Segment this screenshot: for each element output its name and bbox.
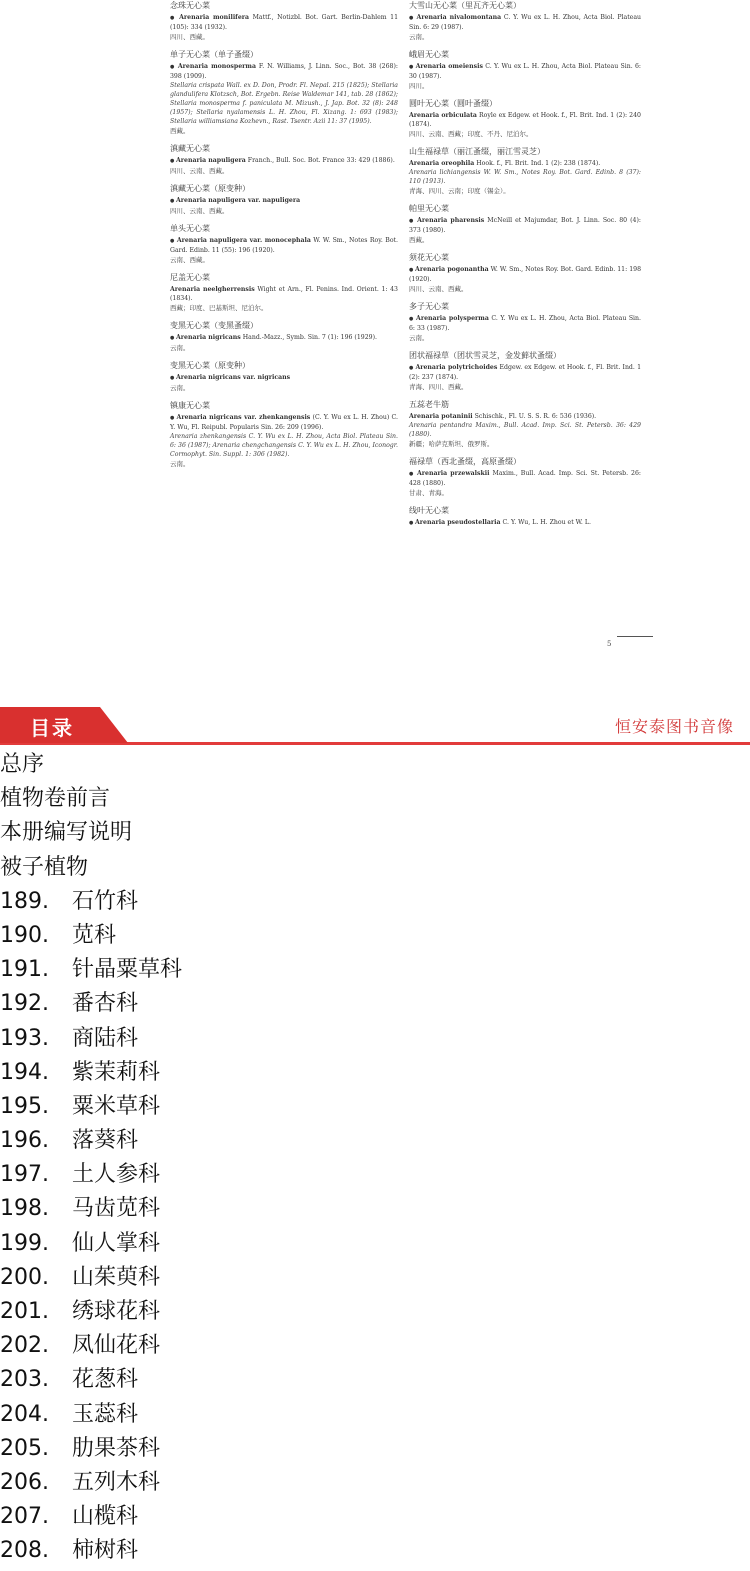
species-distribution: 青海、四川、云南；印度（锡金）。 bbox=[409, 187, 510, 195]
species-citation: Schischk., Fl. U. S. S. R. 6: 536 (1936). bbox=[472, 413, 597, 420]
species-latin-name: Arenaria nigricans bbox=[175, 334, 241, 341]
species-distribution: 云南。 bbox=[409, 334, 429, 342]
species-chinese-name: 滇藏无心菜（原变种） bbox=[170, 184, 250, 193]
toc-item-number: 204 bbox=[0, 1401, 42, 1427]
species-chinese-name: 线叶无心菜 bbox=[409, 506, 449, 515]
toc-item[interactable] bbox=[0, 1365, 182, 1399]
toc-item-number: 193 bbox=[0, 1025, 42, 1051]
species-entry bbox=[170, 360, 398, 393]
species-citation: Maxim., Bull. Acad. Imp. Sci. St. Petersb. 26: 428 (1880). bbox=[409, 470, 641, 487]
endemic-bullet-icon: ● bbox=[409, 64, 416, 70]
left-column bbox=[170, 0, 398, 476]
species-chinese-name: 镇康无心菜 bbox=[170, 401, 210, 410]
toc-item-dot: . bbox=[42, 1367, 49, 1393]
endemic-bullet-icon: ● bbox=[409, 218, 418, 224]
species-entry bbox=[170, 183, 398, 216]
toc-item-label: 粟米草科 bbox=[72, 1093, 161, 1119]
toc-item[interactable] bbox=[0, 1058, 182, 1092]
species-distribution: 云南。 bbox=[170, 344, 190, 352]
species-chinese-name: 五蕊老牛筋 bbox=[409, 400, 449, 409]
toc-item-number: 197 bbox=[0, 1162, 42, 1188]
toc-item-label: 被子植物 bbox=[0, 854, 89, 880]
toc-item[interactable] bbox=[0, 1297, 182, 1331]
species-entry bbox=[409, 203, 641, 245]
toc-item-number: 199 bbox=[0, 1230, 42, 1256]
toc-item-number: 195 bbox=[0, 1093, 42, 1119]
species-entry bbox=[170, 320, 398, 353]
species-reference bbox=[409, 412, 641, 421]
endemic-bullet-icon: ● bbox=[409, 267, 416, 273]
species-reference bbox=[170, 373, 398, 383]
species-latin-name: Arenaria neelgherrensis bbox=[170, 286, 255, 293]
species-entry bbox=[409, 350, 641, 392]
toc-item[interactable] bbox=[0, 887, 182, 921]
brand-text: 恒安泰图书音像 bbox=[614, 717, 734, 736]
species-distribution: 西藏。 bbox=[170, 127, 190, 135]
species-reference bbox=[409, 111, 641, 129]
endemic-bullet-icon: ● bbox=[409, 471, 417, 477]
toc-item-dot: . bbox=[42, 1230, 49, 1256]
toc-item-dot: . bbox=[42, 1469, 49, 1495]
species-reference bbox=[409, 13, 641, 32]
species-reference bbox=[409, 469, 641, 488]
species-reference bbox=[170, 236, 398, 255]
toc-item-label: 柿树科 bbox=[72, 1538, 139, 1564]
species-latin-name: Arenaria monilifera bbox=[179, 14, 250, 21]
page-number: 5 bbox=[607, 640, 612, 648]
species-citation: C. Y. Wu ex L. H. Zhou, Acta Biol. Plateau Sin. 6: 30 (1987). bbox=[409, 63, 641, 80]
toc-item-label: 总序 bbox=[0, 752, 45, 777]
toc-item-label: 商陆科 bbox=[72, 1025, 139, 1051]
species-latin-name: Arenaria omeiensis bbox=[415, 63, 483, 70]
species-latin-name: Arenaria oreophila bbox=[409, 160, 475, 167]
species-distribution: 四川、云南、西藏。 bbox=[170, 167, 229, 175]
toc-item-dot: . bbox=[42, 1162, 49, 1188]
species-latin-name: Arenaria potaninii bbox=[409, 413, 473, 420]
species-reference bbox=[170, 285, 398, 303]
species-entry bbox=[409, 456, 641, 498]
species-synonyms: Arenaria lichiangensis W. W. Sm., Notes Roy. Bot. Gard. Edinb. 8 (37): 110 (1913). bbox=[409, 169, 641, 185]
species-synonyms: Stellaria crispata Wall. ex D. Don, Prodr. Fl. Nepal. 215 (1825); Stellaria glandulifera Klotzsch, Bot. Ergebn. Reise Waldemar 141, tab. 28 (1862); Stellaria monosperma f. paniculata M. Mizush., J. Jap. Bot. 32 (8): 248 (1957); Stellaria nyalamensis L. H. Zhou, Fl. Xizang. 1: 693 (1983); Stellaria williamsiana Kozhevn., Rast. Tsentr. Azii 11: 37 (1995). bbox=[170, 82, 398, 125]
species-distribution: 云南。 bbox=[409, 33, 429, 41]
species-latin-name: Arenaria napuligera bbox=[175, 157, 246, 164]
toc-item-label: 凤仙花科 bbox=[72, 1333, 161, 1359]
toc-item-number: 201 bbox=[0, 1299, 42, 1324]
toc-item-label: 山茱萸科 bbox=[72, 1264, 161, 1290]
species-entry bbox=[409, 49, 641, 91]
toc-title: 目录 bbox=[30, 716, 74, 740]
toc-item[interactable] bbox=[0, 1331, 182, 1365]
toc-item-dot: . bbox=[42, 1333, 49, 1359]
species-distribution: 四川、云南、西藏。 bbox=[409, 285, 468, 293]
toc-item[interactable] bbox=[0, 1160, 182, 1194]
endemic-bullet-icon: ● bbox=[170, 64, 178, 70]
species-latin-name: Arenaria przewalskii bbox=[417, 470, 490, 477]
toc-item-label: 绣球花科 bbox=[72, 1299, 161, 1324]
species-reference bbox=[409, 216, 641, 235]
toc-item-label: 玉蕊科 bbox=[72, 1401, 139, 1427]
toc-item[interactable] bbox=[0, 1536, 182, 1570]
toc-item[interactable] bbox=[0, 1400, 182, 1434]
toc-item[interactable] bbox=[0, 1092, 182, 1126]
toc-item-dot: . bbox=[42, 1025, 49, 1051]
species-distribution: 四川、云南、西藏。 bbox=[170, 207, 229, 215]
species-reference bbox=[170, 413, 398, 432]
toc-item[interactable] bbox=[0, 1229, 182, 1263]
toc-item-dot: . bbox=[42, 888, 49, 914]
toc-item-label: 本册编写说明 bbox=[0, 820, 133, 846]
toc-item[interactable] bbox=[0, 784, 182, 818]
endemic-bullet-icon: ● bbox=[409, 15, 417, 21]
endemic-bullet-icon: ● bbox=[170, 238, 177, 244]
toc-item[interactable] bbox=[0, 1434, 182, 1468]
toc-item-label: 肋果茶科 bbox=[72, 1435, 161, 1461]
species-chinese-name: 须花无心菜 bbox=[409, 253, 449, 262]
right-column bbox=[409, 0, 641, 535]
scanned-book-page bbox=[0, 0, 750, 665]
toc-item-dot: . bbox=[42, 1504, 49, 1530]
toc-item-dot: . bbox=[42, 1264, 49, 1290]
toc-item[interactable] bbox=[0, 1468, 182, 1502]
species-chinese-name: 尼盖无心菜 bbox=[170, 273, 210, 282]
species-reference bbox=[409, 314, 641, 333]
species-citation: Hook. f., Fl. Brit. Ind. 1 (2): 238 (1874). bbox=[474, 160, 601, 167]
species-chinese-name: 福禄草（西北蚤缀，高原蚤缀） bbox=[409, 457, 521, 466]
species-citation: Mattf., Notizbl. Bot. Gart. Berlin-Dahlem 11 (105): 334 (1932). bbox=[170, 14, 399, 31]
species-citation: McNeill et Majumdar, Bot. J. Linn. Soc. 80 (4): 373 (1980). bbox=[409, 217, 641, 234]
toc-item-label: 花葱科 bbox=[72, 1367, 139, 1393]
toc-item[interactable] bbox=[0, 818, 182, 852]
species-distribution: 四川。 bbox=[409, 82, 429, 90]
species-reference bbox=[170, 62, 398, 81]
species-synonyms: Arenaria zhenkangensis C. Y. Wu ex L. H. Zhou, Acta Biol. Plateau Sin. 6: 36 (1987); Arenaria chengchangensis C. Y. Wu ex L. H. Zhou, Iconogr. Cormophyt. Sin. Suppl. 1: 306 (1982). bbox=[170, 433, 398, 458]
species-citation: F. N. Williams, J. Linn. Soc., Bot. 38 (268): 398 (1909). bbox=[170, 63, 398, 80]
species-chinese-name: 念珠无心菜 bbox=[170, 1, 210, 10]
species-distribution: 云南。 bbox=[170, 460, 190, 468]
toc-item-number: 194 bbox=[0, 1059, 42, 1085]
species-citation: Royle ex Edgew. et Hook. f., Fl. Brit. Ind. 1 (2): 240 (1874). bbox=[409, 112, 641, 128]
toc-list bbox=[0, 750, 182, 1571]
toc-item-dot: . bbox=[42, 922, 49, 948]
species-chinese-name: 大雪山无心菜（里瓦齐无心菜） bbox=[409, 1, 521, 10]
species-chinese-name: 单头无心菜 bbox=[170, 224, 210, 233]
species-entry bbox=[409, 98, 641, 139]
toc-item[interactable] bbox=[0, 853, 182, 887]
species-chinese-name: 峨眉无心菜 bbox=[409, 50, 449, 59]
species-latin-name: Arenaria nigricans var. zhenkangensis bbox=[176, 414, 311, 421]
species-reference bbox=[170, 333, 398, 343]
species-entry bbox=[170, 272, 398, 313]
species-citation: Wight et Arn., Fl. Penins. Ind. Orient. 1: 43 (1834). bbox=[170, 286, 398, 302]
species-citation: C. Y. Wu ex L. H. Zhou, Acta Biol. Plateau Sin. 6: 29 (1987). bbox=[409, 14, 642, 31]
species-latin-name: Arenaria napuligera var. monocephala bbox=[176, 237, 311, 244]
toc-item[interactable] bbox=[0, 955, 182, 989]
species-reference bbox=[409, 363, 641, 382]
toc-item[interactable] bbox=[0, 1502, 182, 1536]
species-chinese-name: 多子无心菜 bbox=[409, 302, 449, 311]
toc-item-number: 200 bbox=[0, 1264, 42, 1290]
toc-item-number: 198 bbox=[0, 1196, 42, 1222]
species-distribution: 云南、西藏。 bbox=[170, 256, 209, 264]
toc-item-dot: . bbox=[42, 1435, 49, 1461]
toc-item-number: 203 bbox=[0, 1367, 42, 1393]
species-citation: C. Y. Wu ex L. H. Zhou, Acta Biol. Plateau Sin. 6: 33 (1987). bbox=[409, 315, 641, 332]
species-entry bbox=[170, 49, 398, 136]
species-distribution: 西藏。 bbox=[409, 236, 429, 244]
toc-item[interactable] bbox=[0, 750, 182, 784]
species-distribution: 西藏；印度、巴基斯坦、尼泊尔。 bbox=[170, 304, 268, 312]
toc-item[interactable] bbox=[0, 1263, 182, 1297]
species-reference bbox=[170, 156, 398, 166]
toc-item-label: 山榄科 bbox=[72, 1504, 139, 1530]
endemic-bullet-icon: ● bbox=[170, 198, 176, 204]
species-citation: Franch., Bull. Soc. Bot. France 33: 429 (1886). bbox=[245, 157, 395, 164]
toc-item-number: 206 bbox=[0, 1469, 42, 1495]
species-chinese-name: 变黑无心菜（原变种） bbox=[170, 361, 250, 370]
toc-item-number: 190 bbox=[0, 922, 42, 948]
species-latin-name: Arenaria pogonantha bbox=[415, 266, 489, 273]
toc-item-number: 192 bbox=[0, 991, 42, 1017]
species-synonyms: Arenaria pentandra Maxim., Bull. Acad. Imp. Sci. St. Petersb. 36: 429 (1880). bbox=[409, 422, 641, 438]
species-latin-name: Arenaria polysperma bbox=[416, 315, 489, 322]
species-distribution: 四川、云南、西藏；印度、不丹、尼泊尔。 bbox=[409, 130, 533, 138]
toc-item-number: 189 bbox=[0, 888, 42, 914]
species-chinese-name: 圆叶无心菜（圆叶蚤缀） bbox=[409, 99, 497, 108]
endemic-bullet-icon: ● bbox=[170, 158, 176, 164]
toc-item-dot: . bbox=[42, 1128, 49, 1154]
species-chinese-name: 山生福禄草（丽江蚤缀，丽江雪灵芝） bbox=[409, 147, 545, 156]
page-number-rule bbox=[617, 636, 653, 637]
species-latin-name: Arenaria napuligera var. napuligera bbox=[175, 197, 301, 204]
toc-item[interactable] bbox=[0, 1024, 182, 1058]
toc-item-dot: . bbox=[42, 1538, 49, 1564]
endemic-bullet-icon: ● bbox=[170, 15, 180, 21]
species-citation: W. W. Sm., Notes Roy. Bot. Gard. Edinb. 11: 198 (1920). bbox=[409, 266, 642, 283]
species-reference bbox=[170, 13, 398, 32]
species-distribution: 青海、四川、西藏。 bbox=[409, 383, 468, 391]
toc-item-number: 191 bbox=[0, 957, 42, 983]
toc-item[interactable] bbox=[0, 1126, 182, 1160]
toc-item-number: 202 bbox=[0, 1333, 42, 1359]
toc-item-label: 苋科 bbox=[72, 922, 117, 948]
toc-item-label: 马齿苋科 bbox=[72, 1196, 161, 1222]
species-entry bbox=[409, 0, 641, 42]
species-entry bbox=[409, 399, 641, 449]
endemic-bullet-icon: ● bbox=[170, 375, 176, 381]
species-entry bbox=[409, 505, 641, 528]
species-citation: Hand.-Mazz., Symb. Sin. 7 (1): 196 (1929). bbox=[240, 334, 377, 341]
endemic-bullet-icon: ● bbox=[409, 316, 417, 322]
species-chinese-name: 单子无心菜（单子蚤缀） bbox=[170, 50, 258, 59]
toc-item-number: 208 bbox=[0, 1538, 42, 1564]
species-chinese-name: 变黑无心菜（变黑蚤缀） bbox=[170, 321, 258, 330]
species-latin-name: Arenaria nivalomontana bbox=[416, 14, 502, 21]
toc-item-label: 番杏科 bbox=[72, 991, 139, 1017]
species-chinese-name: 团状福禄草（团状雪灵芝，金发藓状蚤缀） bbox=[409, 351, 561, 360]
toc-item[interactable] bbox=[0, 1194, 182, 1228]
toc-item-label: 落葵科 bbox=[72, 1128, 139, 1154]
species-entry bbox=[409, 146, 641, 196]
species-reference bbox=[409, 518, 641, 528]
toc-item-dot: . bbox=[42, 957, 49, 983]
species-reference bbox=[409, 265, 641, 284]
toc-item-dot: . bbox=[42, 1299, 49, 1324]
species-entry bbox=[170, 400, 398, 469]
species-latin-name: Arenaria nigricans var. nigricans bbox=[175, 374, 291, 381]
species-chinese-name: 帕里无心菜 bbox=[409, 204, 449, 213]
species-citation: Edgew. ex Edgew. et Hook. f., Fl. Brit. Ind. 1 (2): 237 (1874). bbox=[409, 364, 642, 381]
species-distribution: 新疆；哈萨克斯坦、俄罗斯。 bbox=[409, 440, 494, 448]
toc-item-dot: . bbox=[42, 1059, 49, 1085]
endemic-bullet-icon: ● bbox=[170, 335, 176, 341]
species-distribution: 云南。 bbox=[170, 384, 190, 392]
species-latin-name: Arenaria orbiculata bbox=[409, 112, 477, 119]
toc-item-label: 紫茉莉科 bbox=[72, 1059, 161, 1085]
species-citation: (C. Y. Wu ex L. H. Zhou) C. Y. Wu, Fl. Reipubl. Popularis Sin. 26: 209 (1996). bbox=[170, 414, 399, 431]
toc-item-label: 五列木科 bbox=[72, 1469, 161, 1495]
toc-item-label: 石竹科 bbox=[72, 888, 139, 914]
toc-item[interactable] bbox=[0, 921, 182, 955]
species-reference bbox=[409, 159, 641, 168]
toc-item-label: 针晶粟草科 bbox=[72, 957, 183, 983]
species-chinese-name: 滇藏无心菜 bbox=[170, 144, 210, 153]
toc-item-dot: . bbox=[42, 1401, 49, 1427]
species-entry bbox=[409, 301, 641, 343]
species-latin-name: Arenaria polytrichoides bbox=[415, 364, 498, 371]
species-latin-name: Arenaria pharensis bbox=[417, 217, 485, 224]
species-citation: C. Y. Wu, L. H. Zhou et W. L. bbox=[500, 519, 591, 526]
endemic-bullet-icon: ● bbox=[409, 520, 415, 526]
species-latin-name: Arenaria pseudostellaria bbox=[414, 519, 501, 526]
species-entry bbox=[170, 143, 398, 176]
species-citation: W. W. Sm., Notes Roy. Bot. Gard. Edinb. 11 (55): 196 (1920). bbox=[170, 237, 399, 254]
toc-item-dot: . bbox=[42, 991, 49, 1017]
species-reference bbox=[170, 196, 398, 206]
endemic-bullet-icon: ● bbox=[409, 365, 416, 371]
species-latin-name: Arenaria monosperma bbox=[177, 63, 256, 70]
toc-item[interactable] bbox=[0, 989, 182, 1023]
toc-item-dot: . bbox=[42, 1093, 49, 1119]
toc-item-label: 仙人掌科 bbox=[72, 1230, 161, 1256]
toc-item-number: 205 bbox=[0, 1435, 42, 1461]
species-entry bbox=[170, 0, 398, 42]
species-entry bbox=[409, 252, 641, 294]
toc-item-label: 植物卷前言 bbox=[0, 786, 111, 812]
endemic-bullet-icon: ● bbox=[170, 415, 177, 421]
species-distribution: 四川、西藏。 bbox=[170, 33, 209, 41]
species-reference bbox=[409, 62, 641, 81]
toc-item-label: 土人参科 bbox=[72, 1162, 161, 1188]
toc-item-number: 196 bbox=[0, 1128, 42, 1154]
species-entry bbox=[170, 223, 398, 265]
species-distribution: 甘肃、青海。 bbox=[409, 489, 448, 497]
toc-item-dot: . bbox=[42, 1196, 49, 1222]
toc-item-number: 207 bbox=[0, 1504, 42, 1530]
